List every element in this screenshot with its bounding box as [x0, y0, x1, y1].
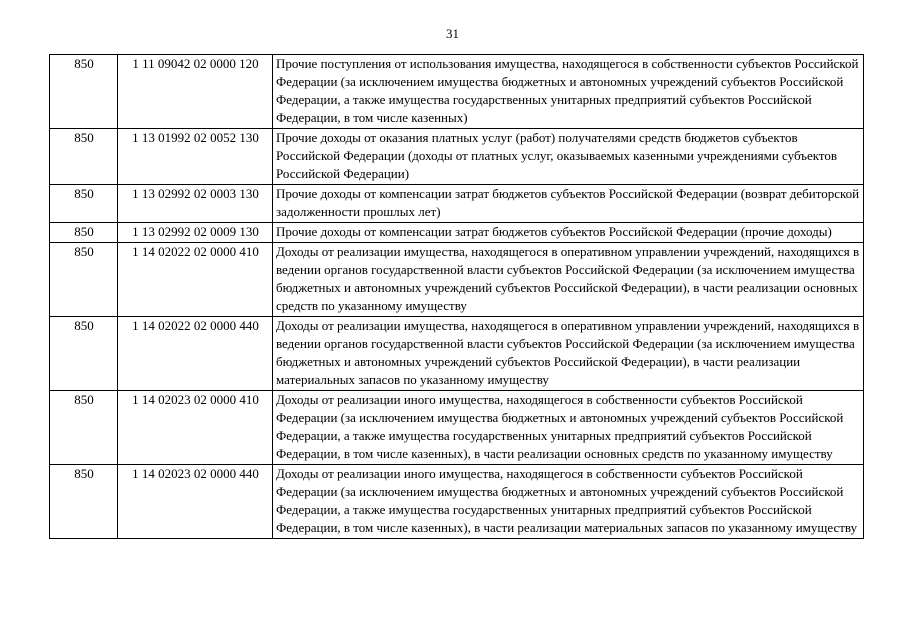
- budget-code-cell: 1 14 02023 02 0000 410: [118, 391, 273, 465]
- budget-code-cell: 1 14 02022 02 0000 410: [118, 243, 273, 317]
- revenue-name-cell: Доходы от реализации имущества, находящегося в оперативном управлении учреждений, находящихся в ведении органов государственной власти субъектов Российской Федерации (за исключением имущества бюджетных и автономных учреждений субъектов Российской Федерации), в части реализации основных средств по указанному имуществу: [273, 243, 864, 317]
- admin-code-cell: 850: [50, 243, 118, 317]
- budget-code-cell: 1 11 09042 02 0000 120: [118, 55, 273, 129]
- budget-code-cell: 1 14 02023 02 0000 440: [118, 465, 273, 539]
- budget-code-cell: 1 13 01992 02 0052 130: [118, 129, 273, 185]
- budget-code-cell: 1 13 02992 02 0003 130: [118, 185, 273, 223]
- revenue-classification-table: [49, 54, 864, 539]
- revenue-name-cell: Прочие доходы от оказания платных услуг (работ) получателями средств бюджетов субъектов Российской Федерации (доходы от платных услуг, оказываемых казенными учреждениями субъектов Российской Федерации): [273, 129, 864, 185]
- revenue-name-cell: Прочие доходы от компенсации затрат бюджетов субъектов Российской Федерации (прочие доходы): [273, 223, 864, 243]
- table-row: [50, 129, 864, 185]
- table-row: [50, 465, 864, 539]
- table-row: [50, 55, 864, 129]
- admin-code-cell: 850: [50, 391, 118, 465]
- table-body: [50, 55, 864, 539]
- admin-code-cell: 850: [50, 185, 118, 223]
- admin-code-cell: 850: [50, 223, 118, 243]
- revenue-name-cell: Доходы от реализации иного имущества, находящегося в собственности субъектов Российской Федерации (за исключением имущества бюджетных и автономных учреждений субъектов Российской Федерации, а также имущества государственных унитарных предприятий субъектов Российской Федерации, в том числе казенных), в части реализации материальных запасов по указанному имуществу: [273, 465, 864, 539]
- table-row: [50, 185, 864, 223]
- admin-code-cell: 850: [50, 55, 118, 129]
- table-row: [50, 223, 864, 243]
- revenue-name-cell: Прочие доходы от компенсации затрат бюджетов субъектов Российской Федерации (возврат дебиторской задолженности прошлых лет): [273, 185, 864, 223]
- admin-code-cell: 850: [50, 317, 118, 391]
- table-row: [50, 391, 864, 465]
- table-row: [50, 243, 864, 317]
- admin-code-cell: 850: [50, 465, 118, 539]
- table-row: [50, 317, 864, 391]
- page-number: 31: [446, 26, 459, 41]
- budget-code-cell: 1 13 02992 02 0009 130: [118, 223, 273, 243]
- admin-code-cell: 850: [50, 129, 118, 185]
- revenue-name-cell: Доходы от реализации имущества, находящегося в оперативном управлении учреждений, находящихся в ведении органов государственной власти субъектов Российской Федерации (за исключением имущества бюджетных и автономных учреждений субъектов Российской Федерации), в части реализации материальных запасов по указанному имуществу: [273, 317, 864, 391]
- revenue-name-cell: Прочие поступления от использования имущества, находящегося в собственности субъектов Российской Федерации (за исключением имущества бюджетных и автономных учреждений субъектов Российской Федерации, а также имущества государственных унитарных предприятий субъектов Российской Федерации, в том числе казенных): [273, 55, 864, 129]
- budget-code-cell: 1 14 02022 02 0000 440: [118, 317, 273, 391]
- revenue-name-cell: Доходы от реализации иного имущества, находящегося в собственности субъектов Российской Федерации (за исключением имущества бюджетных и автономных учреждений субъектов Российской Федерации, а также имущества государственных унитарных предприятий субъектов Российской Федерации, в том числе казенных), в части реализации основных средств по указанному имуществу: [273, 391, 864, 465]
